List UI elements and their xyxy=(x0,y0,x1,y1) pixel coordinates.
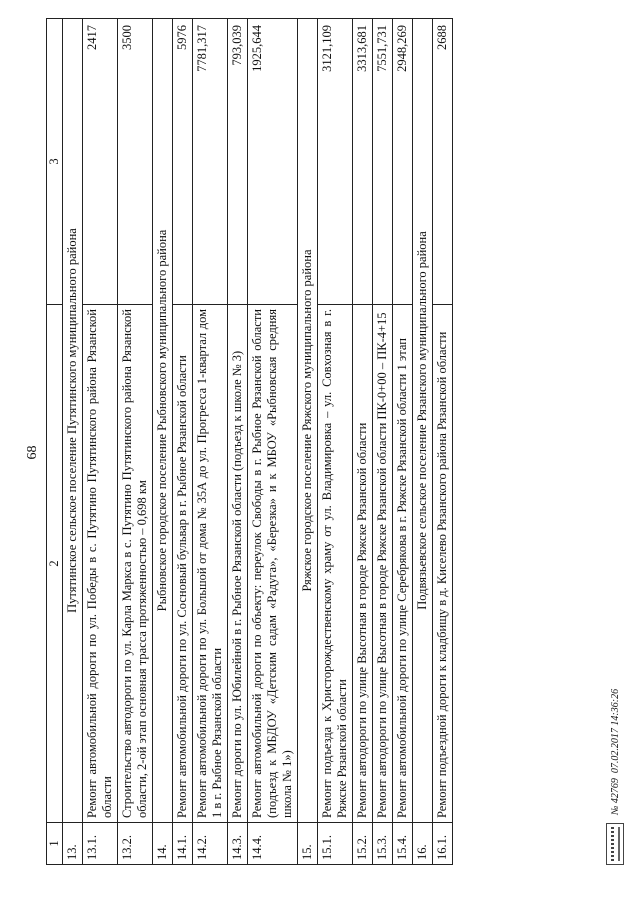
printer-stamp-icon xyxy=(606,823,624,865)
amount-value: 7781,317 xyxy=(193,19,228,305)
row-number: 14.3. xyxy=(228,823,248,865)
work-description: Ремонт подъездной дороги к кладбищу в д. Киселево Рязанского района Рязанской области xyxy=(433,305,453,823)
work-description: Ремонт автодороги по улице Высотная в городе Ряжске Рязанской области ПК-0+00 – ПК-4+15 xyxy=(373,305,393,823)
table-row xyxy=(318,19,353,865)
table-body xyxy=(63,19,453,865)
work-description: Ремонт автомобильной дороги по ул. Сосновый бульвар в г. Рыбное Рязанской области xyxy=(173,305,193,823)
section-row xyxy=(298,19,318,865)
row-number: 16. xyxy=(413,823,433,865)
row-number: 15.2. xyxy=(353,823,373,865)
row-number: 13.1. xyxy=(83,823,118,865)
work-description: Ремонт автомобильной дороги по ул. Победы в с. Путятино Путятинского района Рязанской области xyxy=(83,305,118,823)
amount-value: 2417 xyxy=(83,19,118,305)
row-number: 15. xyxy=(298,823,318,865)
amount-value: 2948,269 xyxy=(393,19,413,305)
page-number: 68 xyxy=(25,445,40,460)
header-col-3: 3 xyxy=(47,19,63,305)
work-description: Ремонт подъезда к Христорождественскому храму от ул. Владимировка – ул. Совхозная в г. Ряжске Рязанской области xyxy=(318,305,353,823)
section-title: Ряжское городское поселение Ряжского муниципального района xyxy=(298,19,318,823)
row-number: 15.1. xyxy=(318,823,353,865)
amount-value: 3313,681 xyxy=(353,19,373,305)
row-number: 15.3. xyxy=(373,823,393,865)
row-number: 14.4. xyxy=(248,823,298,865)
work-description: Ремонт автомобильной дороги по улице Серебрякова в г. Ряжске Рязанской области 1 этап xyxy=(393,305,413,823)
table-header-row xyxy=(47,19,63,865)
section-row xyxy=(153,19,173,865)
amount-value: 3500 xyxy=(118,19,153,305)
amount-value: 5976 xyxy=(173,19,193,305)
table-row xyxy=(173,19,193,865)
row-number: 15.4. xyxy=(393,823,413,865)
section-title: Подвязьевское сельское поселение Рязанского муниципального района xyxy=(413,19,433,823)
work-description: Ремонт автомобильной дороги по объекту: переулок Свободы в г. Рыбное Рязанской области (подъезд к МБДОУ «Детским садам «Радуга», «Березка» и к МБОУ «Рыбновская средняя школа № 1») xyxy=(248,305,298,823)
work-description: Ремонт дороги по ул. Юбилейной в г. Рыбное Рязанской области (подъезд к школе № 3) xyxy=(228,305,248,823)
roads-table xyxy=(46,18,453,865)
header-col-2: 2 xyxy=(47,305,63,823)
row-number: 14.2. xyxy=(193,823,228,865)
work-description: Строительство автодороги по ул. Карла Маркса в с. Путятино Путятинского района Рязанской области, 2-ой этап основная трасса протяженностью – 0,698 км xyxy=(118,305,153,823)
table-row xyxy=(353,19,373,865)
doc-datetime: 07.02.2017 14:36:26 xyxy=(609,688,621,774)
section-row xyxy=(413,19,433,865)
work-description: Ремонт автодороги по улице Высотная в городе Ряжске Рязанской области xyxy=(353,305,373,823)
table-row xyxy=(433,19,453,865)
header-col-1: 1 xyxy=(47,823,63,865)
work-description: Ремонт автомобильной дороги по ул. Большой от дома № 35А до ул. Прогресса 1-квартал дом 1 в г. Рыбное Рязанской области xyxy=(193,305,228,823)
table-row xyxy=(373,19,393,865)
table-row xyxy=(228,19,248,865)
amount-value: 2688 xyxy=(433,19,453,305)
table-row xyxy=(248,19,298,865)
row-number: 13. xyxy=(63,823,83,865)
amount-value: 1925,644 xyxy=(248,19,298,305)
row-number: 14.1. xyxy=(173,823,193,865)
table-row xyxy=(393,19,413,865)
doc-number: № 42769 xyxy=(609,778,621,815)
table-row xyxy=(83,19,118,865)
amount-value: 793,039 xyxy=(228,19,248,305)
footer xyxy=(606,689,624,865)
section-row xyxy=(63,19,83,865)
section-title: Путятинское сельское поселение Путятинского муниципального района xyxy=(63,19,83,823)
row-number: 13.2. xyxy=(118,823,153,865)
amount-value: 7551,731 xyxy=(373,19,393,305)
amount-value: 3121,109 xyxy=(318,19,353,305)
section-title: Рыбновское городское поселение Рыбновского муниципального района xyxy=(153,19,173,823)
table-row xyxy=(193,19,228,865)
row-number: 16.1. xyxy=(433,823,453,865)
table-row xyxy=(118,19,153,865)
row-number: 14. xyxy=(153,823,173,865)
